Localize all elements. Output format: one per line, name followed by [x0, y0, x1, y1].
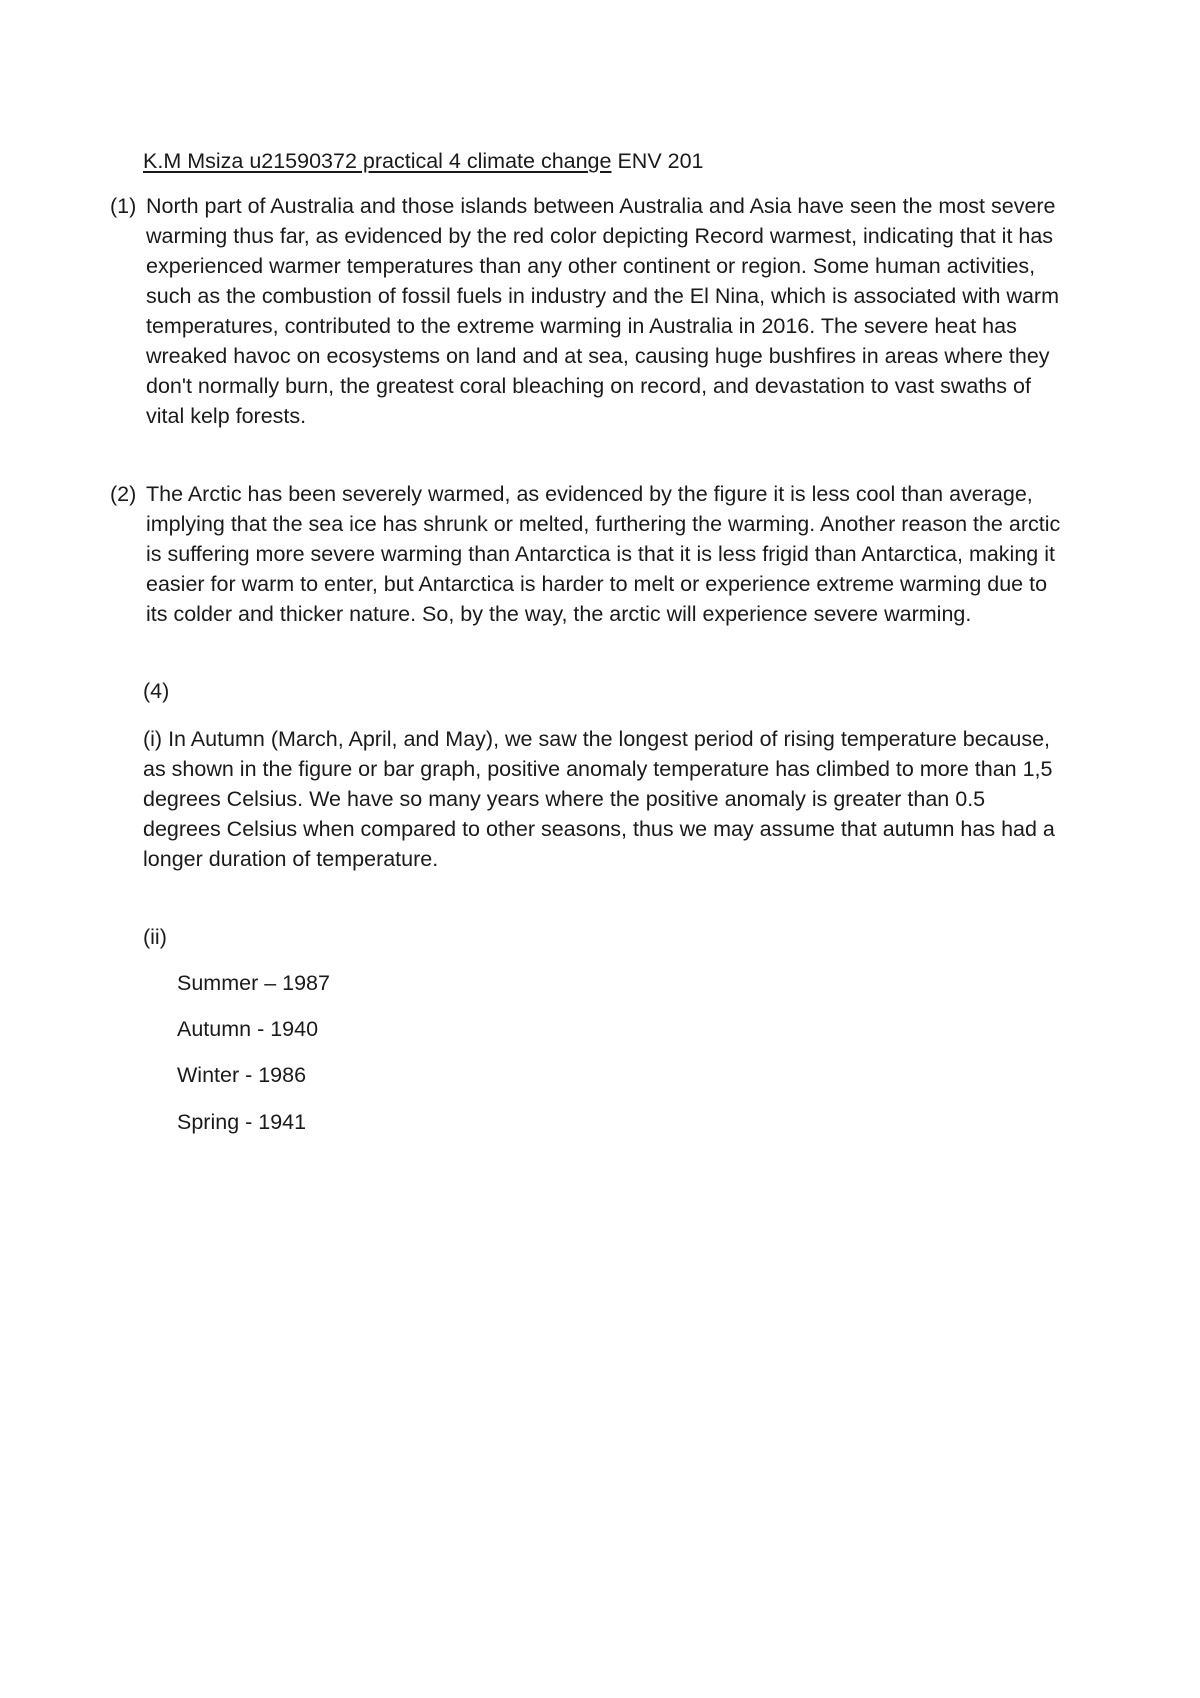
- answer-1: [110, 191, 1070, 431]
- answer-1-number: (1): [110, 194, 137, 218]
- answer-2: [110, 479, 1070, 629]
- document-title: [143, 146, 704, 176]
- answer-4-part-i: (i) In Autumn (March, April, and May), we saw the longest period of rising temperature because, as shown in the figure or bar graph, positive anomaly temperature has climbed to more than 1,5 degrees Celsius. We have so many years where the positive anomaly is greater than 0.5 degrees Celsius when compared to other seasons, thus we may assume that autumn has had a longer duration of temperature.: [143, 727, 1055, 871]
- season-spring: Spring - 1941: [177, 1110, 307, 1134]
- season-summer: Summer – 1987: [177, 971, 330, 995]
- title-course-code: ENV 201: [611, 149, 704, 173]
- answer-2-text: The Arctic has been severely warmed, as evidenced by the figure it is less cool than average, implying that the sea ice has shrunk or melted, furthering the warming. Another reason the arctic is suffering more severe warming than Antarctica is that it is less frigid than Antarctica, making it easier for warm to enter, but Antarctica is harder to melt or experience extreme warming due to its colder and thicker nature. So, by the way, the arctic will experience severe warming.: [146, 482, 1061, 626]
- season-winter: Winter - 1986: [177, 1063, 307, 1087]
- answer-4-number: (4): [143, 679, 170, 703]
- title-underlined-text: K.M Msiza u21590372 practical 4 climate change: [143, 149, 612, 173]
- season-autumn: Autumn - 1940: [177, 1017, 319, 1041]
- answer-2-number: (2): [110, 482, 137, 506]
- answer-1-text: North part of Australia and those islands between Australia and Asia have seen the most severe warming thus far, as evidenced by the red color depicting Record warmest, indicating that it has experienced warmer temperatures than any other continent or region. Some human activities, such as the combustion of fossil fuels in industry and the El Nina, which is associated with warm temperatures, contributed to the extreme warming in Australia in 2016. The severe heat has wreaked havoc on ecosystems on land and at sea, causing huge bushfires in areas where they don't normally burn, the greatest coral bleaching on record, and devastation to vast swaths of vital kelp forests.: [146, 194, 1059, 428]
- answer-4-part-ii-label: (ii): [143, 925, 167, 949]
